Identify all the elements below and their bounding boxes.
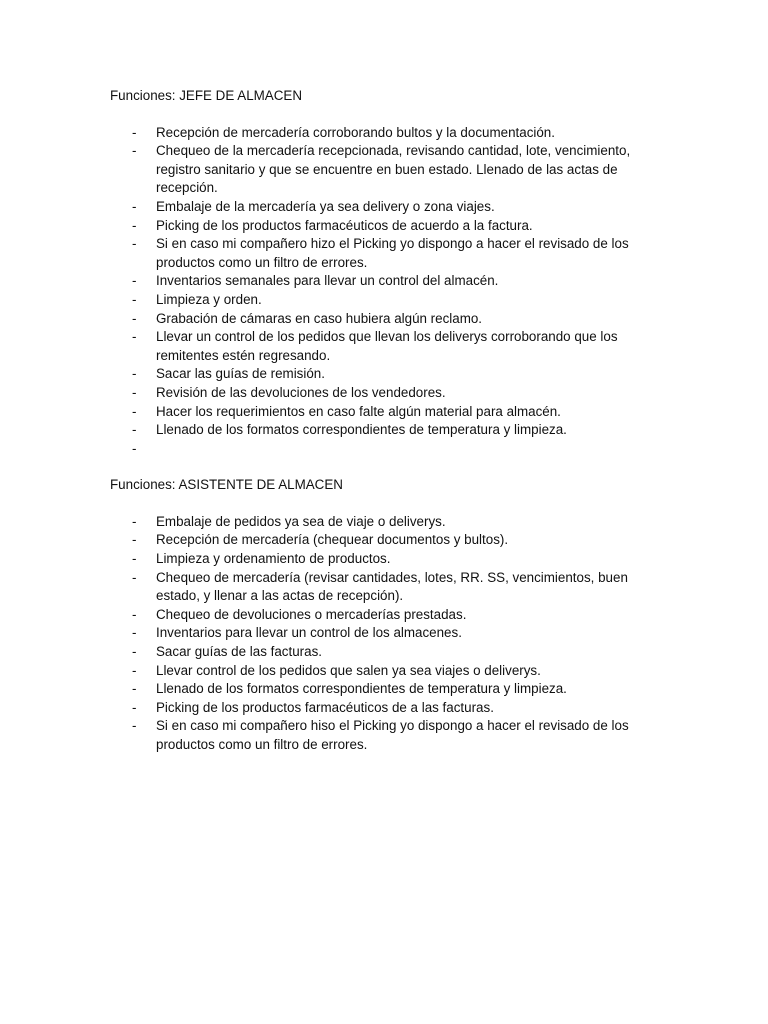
bullet-dash: - <box>132 681 137 697</box>
section-heading: Funciones: ASISTENTE DE ALMACEN <box>110 477 343 493</box>
bullet-dash: - <box>132 718 137 734</box>
list-item <box>110 699 670 718</box>
list-item <box>110 550 670 569</box>
list-item <box>110 198 670 217</box>
list-item <box>110 124 670 143</box>
list-item-text: Embalaje de la mercadería ya sea delivery o zona viajes. <box>156 198 495 214</box>
list-item <box>110 310 670 329</box>
list-item-text: Inventarios semanales para llevar un control del almacén. <box>156 273 499 289</box>
list-item-text: Si en caso mi compañero hizo el Picking yo dispongo a hacer el revisado de los productos como un filtro de errores. <box>156 236 629 270</box>
list-item-text: Llenado de los formatos correspondientes de temperatura y limpieza. <box>156 681 567 697</box>
list-item-empty <box>110 440 670 459</box>
list-item <box>110 662 670 681</box>
list-item-text: Recepción de mercadería (chequear documentos y bultos). <box>156 532 509 548</box>
bullet-dash: - <box>132 217 137 233</box>
list-item-text: Picking de los productos farmacéuticos de acuerdo a la factura. <box>156 217 533 233</box>
bullet-dash: - <box>132 384 137 400</box>
list-item <box>110 328 670 365</box>
duties-list <box>110 513 670 755</box>
list-item <box>110 235 670 272</box>
bullet-dash: - <box>132 551 137 567</box>
bullet-dash: - <box>132 236 137 252</box>
list-item-text: Revisión de las devoluciones de los vendedores. <box>156 384 446 400</box>
list-item-text: Chequeo de mercadería (revisar cantidades, lotes, RR. SS, vencimientos, buen estado, y llenar a las actas de recepción). <box>156 569 628 604</box>
list-item <box>110 606 670 625</box>
bullet-dash: - <box>132 606 137 622</box>
list-item <box>110 217 670 236</box>
list-item-text: Recepción de mercadería corroborando bultos y la documentación. <box>156 124 555 140</box>
bullet-dash: - <box>132 644 137 660</box>
list-item <box>110 142 670 198</box>
bullet-dash: - <box>132 124 137 140</box>
bullet-dash: - <box>132 699 137 715</box>
bullet-dash: - <box>132 625 137 641</box>
bullet-dash: - <box>132 329 137 345</box>
list-item <box>110 680 670 699</box>
bullet-dash: - <box>132 143 137 159</box>
list-item <box>110 365 670 384</box>
list-item-text: Grabación de cámaras en caso hubiera algún reclamo. <box>156 310 483 326</box>
list-item-text: Chequeo de devoluciones o mercaderías prestadas. <box>156 606 467 622</box>
list-item <box>110 531 670 550</box>
bullet-dash: - <box>132 198 137 214</box>
list-item-text: Sacar guías de las facturas. <box>156 644 322 660</box>
duties-list <box>110 124 670 459</box>
bullet-dash: - <box>132 569 137 585</box>
document-page <box>110 87 670 755</box>
list-item-text: Llevar un control de los pedidos que llevan los deliverys corroborando que los remitentes estén regresando. <box>156 329 618 363</box>
bullet-dash: - <box>132 662 137 678</box>
list-item-text: Si en caso mi compañero hiso el Picking yo dispongo a hacer el revisado de los productos como un filtro de errores. <box>156 718 629 752</box>
list-item-text: Limpieza y ordenamiento de productos. <box>156 551 391 567</box>
list-item-text: Llevar control de los pedidos que salen ya sea viajes o deliverys. <box>156 662 541 678</box>
list-item-text: Hacer los requerimientos en caso falte algún material para almacén. <box>156 403 561 419</box>
list-item <box>110 421 670 440</box>
list-item <box>110 513 670 532</box>
bullet-dash: - <box>132 273 137 289</box>
list-item <box>110 624 670 643</box>
list-item <box>110 717 670 754</box>
list-item-text: Picking de los productos farmacéuticos de a las facturas. <box>156 699 494 715</box>
list-item <box>110 569 670 606</box>
section-asistente-de-almacen <box>110 476 670 754</box>
bullet-dash: - <box>132 403 137 419</box>
bullet-dash: - <box>132 440 137 456</box>
list-item <box>110 643 670 662</box>
list-item-text: Embalaje de pedidos ya sea de viaje o deliverys. <box>156 513 446 529</box>
section-heading: Funciones: JEFE DE ALMACEN <box>110 88 302 103</box>
list-item-text: Inventarios para llevar un control de los almacenes. <box>156 625 462 641</box>
section-jefe-de-almacen <box>110 87 670 458</box>
bullet-dash: - <box>132 422 137 438</box>
list-item-text: Limpieza y orden. <box>156 291 262 307</box>
list-item <box>110 384 670 403</box>
list-item-text: Llenado de los formatos correspondientes de temperatura y limpieza. <box>156 422 567 438</box>
list-item-text: Chequeo de la mercadería recepcionada, revisando cantidad, lote, vencimiento, registro sanitario y que se encuentre en buen estado. Llenado de las actas de recepción. <box>156 143 631 196</box>
list-item <box>110 403 670 422</box>
list-item-text: Sacar las guías de remisión. <box>156 366 325 382</box>
bullet-dash: - <box>132 513 137 529</box>
bullet-dash: - <box>132 532 137 548</box>
bullet-dash: - <box>132 310 137 326</box>
bullet-dash: - <box>132 291 137 307</box>
bullet-dash: - <box>132 366 137 382</box>
list-item <box>110 272 670 291</box>
list-item <box>110 291 670 310</box>
